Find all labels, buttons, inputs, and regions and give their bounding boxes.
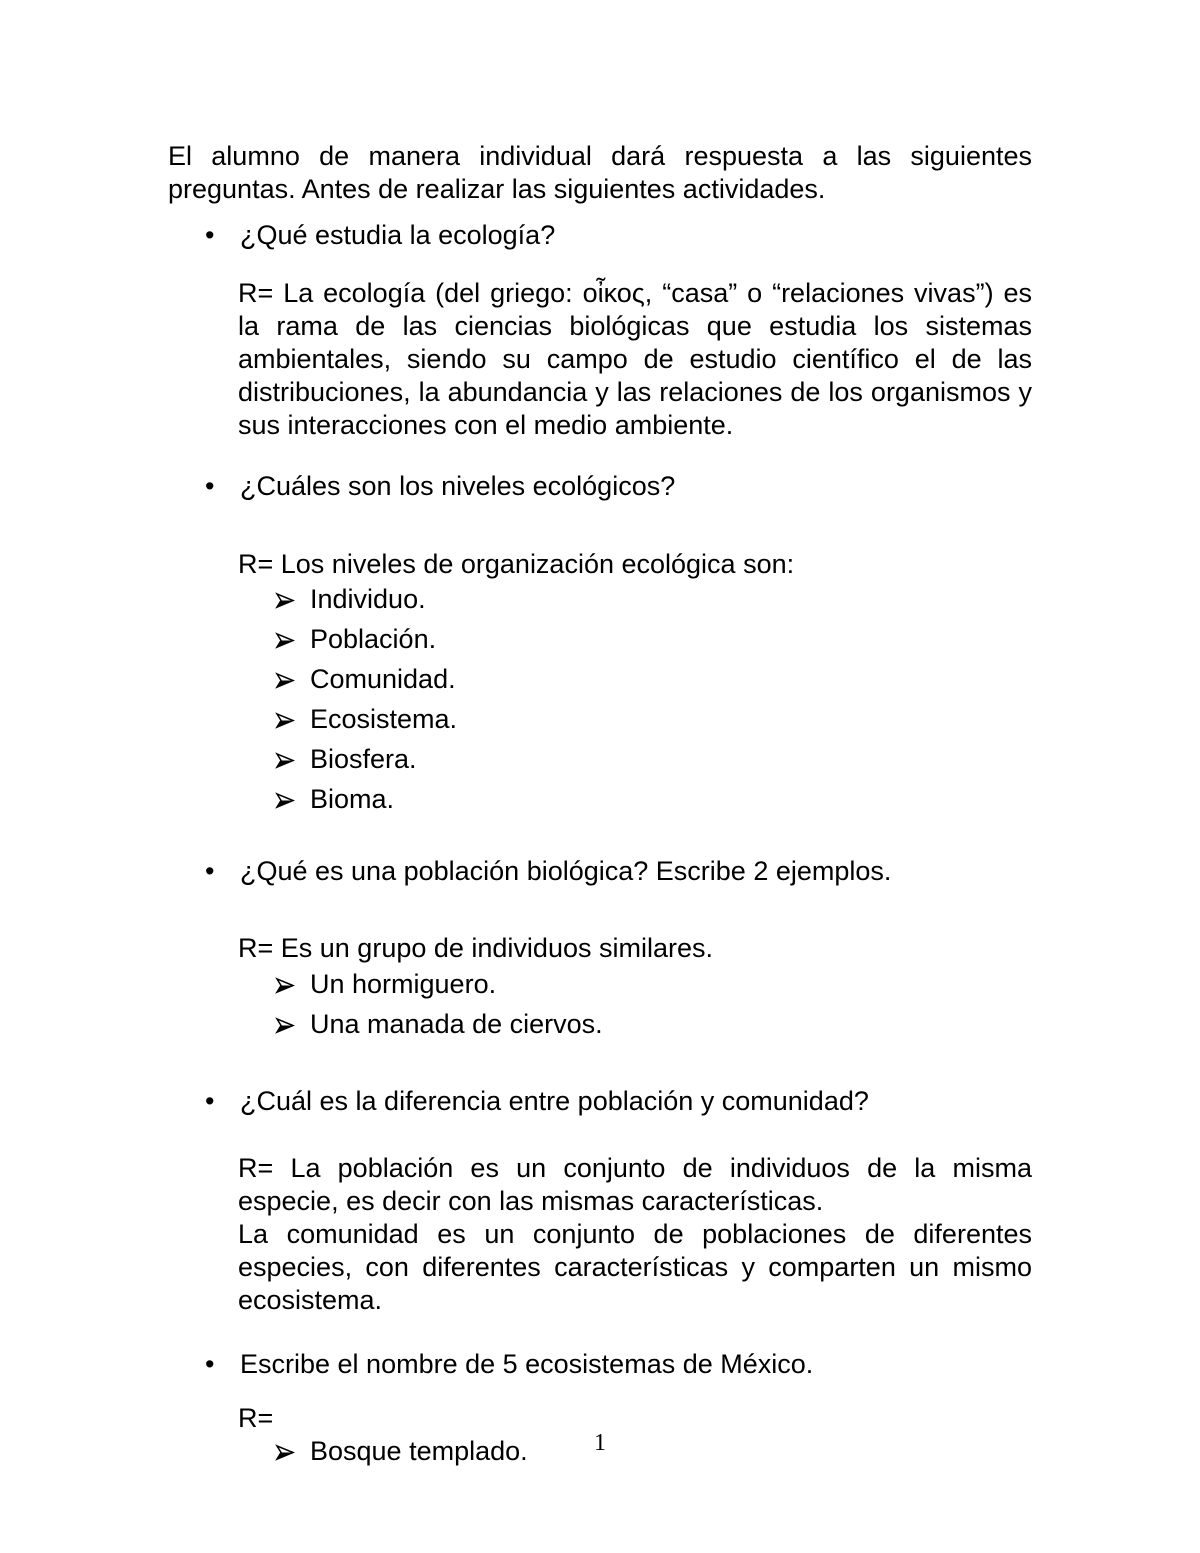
question-text: ¿Cuáles son los niveles ecológicos? [240, 471, 676, 501]
answer-sublist [168, 583, 1032, 816]
arrow-bullet-icon [275, 783, 310, 816]
question-item [168, 855, 1032, 888]
bullet-icon: • [205, 1086, 215, 1116]
list-item-text: Bosque templado. [310, 1436, 528, 1466]
answer-paragraph [238, 1152, 1032, 1317]
answer-sublist [168, 968, 1032, 1041]
list-item [168, 583, 1032, 616]
question-text: Escribe el nombre de 5 ecosistemas de México. [240, 1349, 814, 1379]
question-item [168, 219, 1032, 252]
list-item-text: Población. [310, 624, 437, 654]
list-item [168, 1008, 1032, 1041]
list-item-text: Comunidad. [310, 664, 456, 694]
arrow-bullet-icon [275, 583, 310, 616]
bullet-icon: • [205, 1349, 215, 1379]
question-item [168, 470, 1032, 503]
bullet-icon: • [205, 220, 215, 250]
list-item [168, 743, 1032, 776]
arrow-bullet-icon [275, 743, 310, 776]
bullet-icon: • [205, 856, 215, 886]
list-item-text: Ecosistema. [310, 704, 458, 734]
answer-paragraph: R= [238, 1403, 274, 1433]
list-item [168, 703, 1032, 736]
list-item [168, 623, 1032, 656]
answer-paragraph: R= Los niveles de organización ecológica son: [238, 549, 795, 579]
list-item-text: Individuo. [310, 584, 426, 614]
arrow-bullet-icon [275, 623, 310, 656]
question-text: ¿Qué estudia la ecología? [240, 220, 556, 250]
intro-paragraph: El alumno de manera individual dará respuesta a las siguientes preguntas. Antes de realizar las siguientes actividades. [168, 141, 1032, 204]
arrow-bullet-icon [275, 703, 310, 736]
list-item [168, 663, 1032, 696]
list-item [168, 968, 1032, 1001]
answer-line: R= La población es un conjunto de individuos de la misma especie, es decir con las mismas características. [238, 1153, 1032, 1216]
answer-line: La comunidad es un conjunto de poblaciones de diferentes especies, con diferentes características y comparten un mismo ecosistema. [238, 1219, 1032, 1315]
bullet-icon: • [205, 471, 215, 501]
list-item [168, 783, 1032, 816]
question-item [168, 1348, 1032, 1381]
page-number: 1 [594, 1430, 606, 1456]
question-item [168, 1085, 1032, 1118]
answer-paragraph: R= Es un grupo de individuos similares. [238, 933, 713, 963]
list-item-text: Biosfera. [310, 744, 417, 774]
list-item-text: Un hormiguero. [310, 969, 497, 999]
arrow-bullet-icon [275, 663, 310, 696]
arrow-bullet-icon [275, 1008, 310, 1041]
list-item-text: Bioma. [310, 784, 395, 814]
answer-paragraph: R= La ecología (del griego: οἶκος, “casa” o “relaciones vivas”) es la rama de las ciencias biológicas que estudia los sistemas ambientales, siendo su campo de estudio científico el de las distribuciones, la abundancia y las relaciones de los organismos y sus interacciones con el medio ambiente. [238, 278, 1032, 440]
arrow-bullet-icon [275, 968, 310, 1001]
list-item-text: Una manada de ciervos. [310, 1009, 603, 1039]
question-text: ¿Qué es una población biológica? Escribe 2 ejemplos. [240, 856, 892, 886]
question-text: ¿Cuál es la diferencia entre población y comunidad? [240, 1086, 869, 1116]
